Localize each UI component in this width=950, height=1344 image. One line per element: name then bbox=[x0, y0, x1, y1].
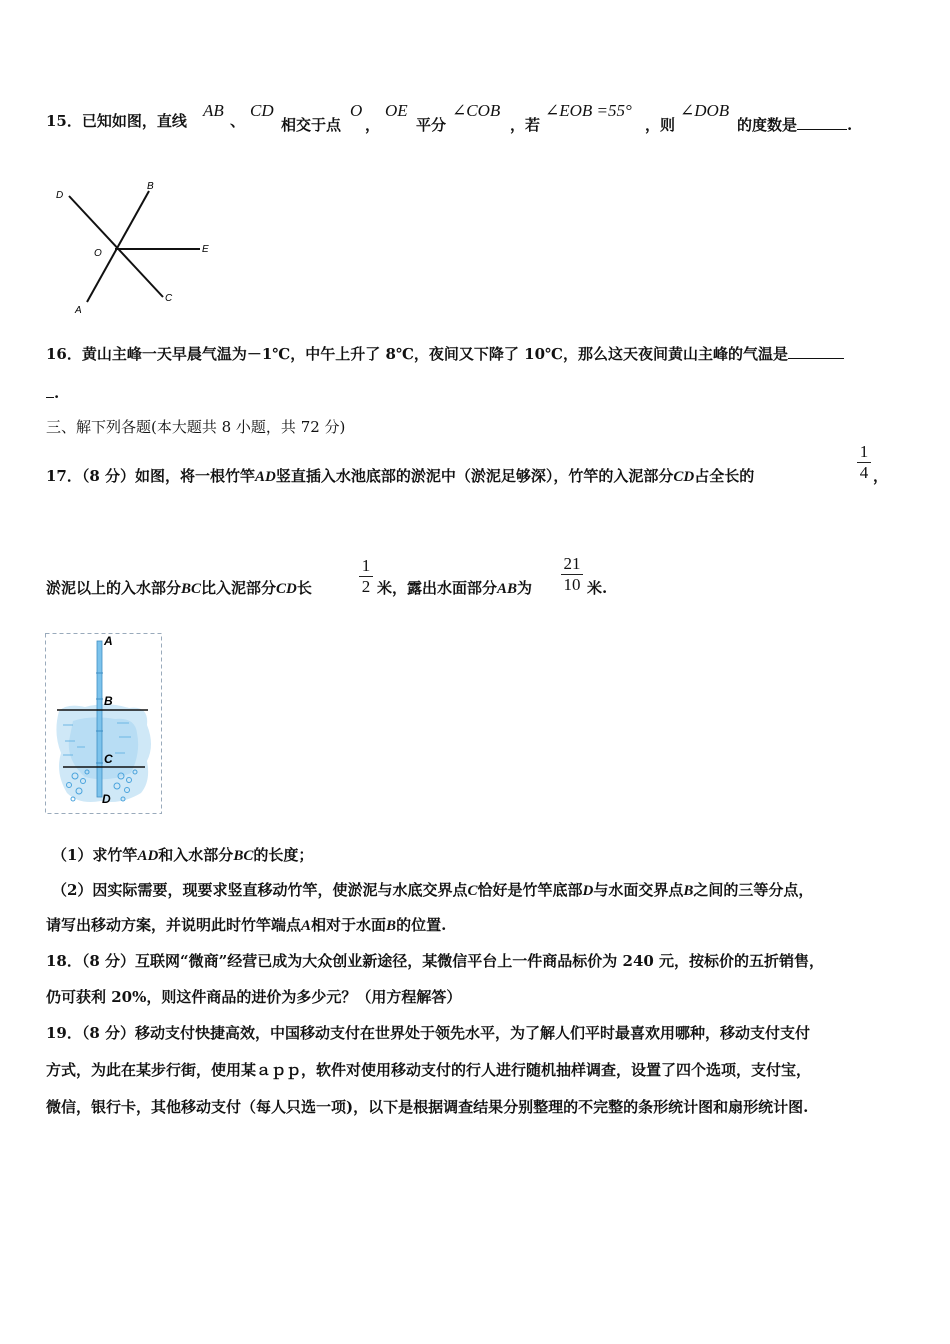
q17-sub2-line2: 请写出移动方案，并说明此时竹竿端点A相对于水面B的位置. bbox=[46, 916, 447, 934]
q15-t6: 的度数是 . bbox=[737, 116, 853, 134]
q15-sep: 、 bbox=[230, 112, 246, 130]
section-heading: 三、解下列各题(本大题共 8 小题，共 72 分) bbox=[46, 418, 346, 436]
figure-intersecting-lines bbox=[40, 175, 230, 320]
q15-ab: AB bbox=[203, 101, 224, 120]
q15-cd: CD bbox=[250, 101, 274, 120]
answer-blank bbox=[46, 383, 54, 398]
line-dc bbox=[69, 196, 163, 297]
fraction-one-quarter: 1 4 bbox=[857, 443, 871, 482]
label-c: C bbox=[165, 293, 173, 304]
q15-t4: ，若 bbox=[510, 116, 541, 134]
label-a: A bbox=[75, 305, 82, 316]
q18-line1: 18．（8 分）互联网“微商”经营已成为大众创业新途径，某微信平台上一件商品标价为 240 元，按标价的五折销售， bbox=[46, 952, 825, 970]
q17-line1-end: ， bbox=[873, 467, 889, 485]
q15-oe: OE bbox=[385, 101, 408, 120]
q15-comma: ， bbox=[365, 116, 381, 134]
label-b: B bbox=[104, 694, 113, 708]
q15-t3: 平分 bbox=[416, 116, 447, 134]
bamboo-pole bbox=[97, 641, 102, 797]
q17-line2-end: 米. bbox=[587, 579, 608, 597]
q15-line: 15．已知如图，直线 bbox=[46, 112, 187, 130]
q19-line1: 19．（8 分）移动支付快捷高效，中国移动支付在世界处于领先水平，为了解人们平时最喜欢用哪种，移动支付支付 bbox=[46, 1024, 811, 1042]
fraction-one-half: 1 2 bbox=[359, 557, 373, 596]
label-d: D bbox=[56, 190, 64, 201]
answer-blank bbox=[797, 115, 847, 130]
q18-line2: 仍可获利 20%，则这件商品的进价为多少元？（用方程解答） bbox=[46, 988, 462, 1006]
q15-t2: 相交于点 bbox=[281, 116, 342, 134]
water-inner bbox=[69, 717, 138, 779]
q15-o: O bbox=[350, 101, 363, 120]
q15-cob: ∠COB bbox=[452, 101, 501, 120]
q17-sub1: （1）求竹竿AD和入水部分BC的长度； bbox=[52, 846, 314, 864]
q17-sub2-line1: （2）因实际需要，现要求竖直移动竹竿，使淤泥与水底交界点C恰好是竹竿底部D与水面交界点B之间的三等分点， bbox=[52, 881, 814, 899]
q15-t5: ，则 bbox=[645, 116, 676, 134]
q15-eob: ∠EOB =55° bbox=[545, 101, 632, 120]
answer-blank bbox=[788, 344, 844, 359]
q19-line2: 方式，为此在某步行街，使用某ａｐｐ，软件对使用移动支付的行人进行随机抽样调查，设置了四个选项，支付宝， bbox=[46, 1061, 812, 1079]
label-o: O bbox=[94, 248, 102, 259]
label-a: A bbox=[104, 634, 113, 648]
q17-line2b: 米，露出水面部分AB为 bbox=[377, 579, 533, 597]
q16-line2: . bbox=[46, 382, 59, 404]
label-d: D bbox=[102, 792, 111, 806]
q17-line2a: 淤泥以上的入水部分BC比入泥部分CD长 bbox=[46, 579, 312, 597]
q19-line3: 微信，银行卡，其他移动支付（每人只选一项)，以下是根据调查结果分别整理的不完整的条形统计图和扇形统计图. bbox=[46, 1098, 809, 1116]
line-ab bbox=[87, 191, 149, 302]
q17-line1: 17．（8 分）如图，将一根竹竿AD竖直插入水池底部的淤泥中（淤泥足够深），竹竿的入泥部分CD占全长的 bbox=[46, 467, 755, 485]
fraction-21-10: 21 10 bbox=[561, 555, 583, 594]
q15-dob: ∠DOB bbox=[680, 101, 730, 120]
label-c: C bbox=[104, 752, 113, 766]
q16-line1: 16．黄山主峰一天早晨气温为－1℃，中午上升了 8℃，夜间又下降了 10℃，那么这天夜间黄山主峰的气温是 bbox=[46, 343, 844, 365]
label-e: E bbox=[202, 244, 209, 255]
figure-bamboo-pole bbox=[45, 633, 163, 815]
label-b: B bbox=[147, 181, 154, 192]
